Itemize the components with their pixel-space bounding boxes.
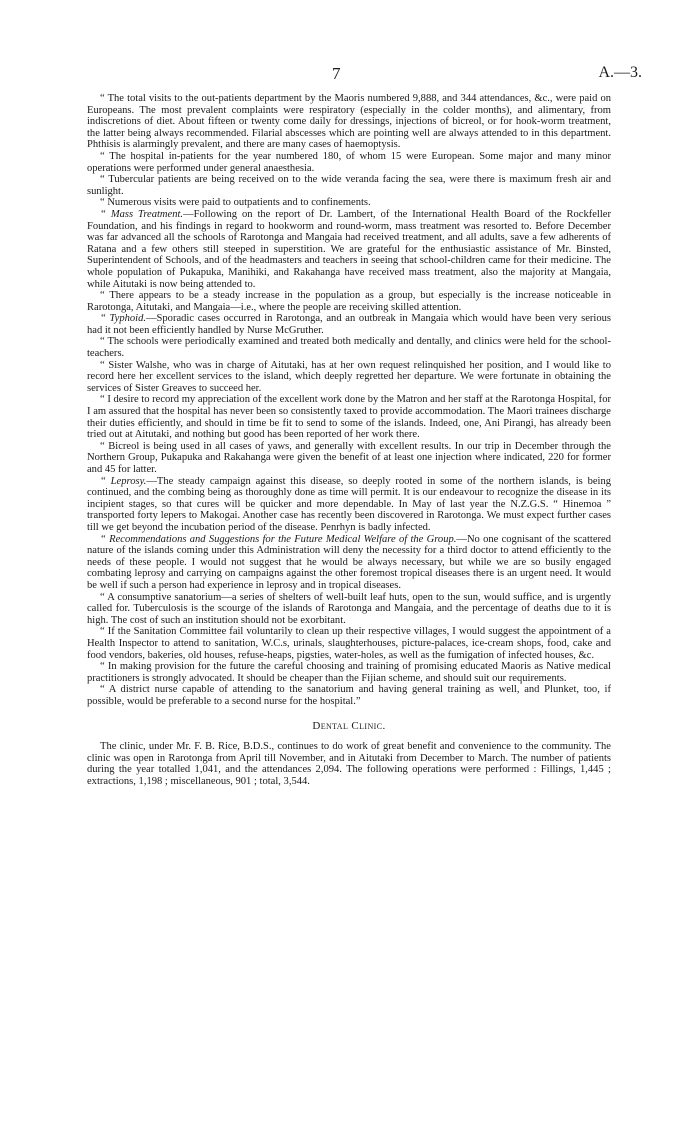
paragraph: “ Sister Walshe, who was in charge of Aitutaki, has at her own request relinquished her position, and I would like to record here her excellent services to the island, which deeply regretted her departure. We were fortunate in obtaining the services of Sister Greaves to succeed her. <box>87 359 611 394</box>
document-reference: A.—3. <box>598 64 642 81</box>
page-header <box>0 64 700 86</box>
paragraph: “ If the Sanitation Committee fail voluntarily to clean up their respective villages, I would suggest the appointment of a Health Inspector to attend to sanitation, W.C.s, urinals, slaughterhouses, picture-palaces, ice-cream shops, food, cake and food vendors, bakeries, old houses, refuse-heaps, pigsties, water-holes, as well as the fumigation of infected houses, &c. <box>87 626 611 661</box>
paragraph-mass-treatment: “ Mass Treatment.—Following on the report of Dr. Lambert, of the International Health Board of the Rockfeller Foundation, and his findings in regard to hookworm and round-worm, mass treatment was resorted to. Before December was far advanced all the schools of Rarotonga and Mangaia had received treatment, and all adults, save a few adherents of Ratana and a few others still steeped in superstition. We are grateful for the enthusiastic assistance of Mr. Binsted, Superintendent of Schools, and of the headmasters and teachers in seeing that school-children came for their medicine. The whole population of Pukapuka, Manihiki, and Rakahanga have received mass treatment, also the majority at Mangaia, while Aitutaki is now being attended to. <box>87 208 611 290</box>
page-number: 7 <box>332 64 341 83</box>
paragraph: “ Tubercular patients are being received on to the wide veranda facing the sea, were there is maximum fresh air and sunlight. <box>87 174 611 197</box>
paragraph-lead: “ Leprosy. <box>100 475 147 487</box>
paragraph-lead: “ Typhoid. <box>100 313 146 325</box>
paragraph: “ In making provision for the future the careful choosing and training of promising educated Maoris as Native medical practitioners is strongly advocated. It should be cheaper than the Fijian scheme, and should suit our requirements. <box>87 661 611 684</box>
paragraph-leprosy: “ Leprosy.—The steady campaign against this disease, so deeply rooted in some of the northern islands, is being continued, and the combing being as thoroughly done as time will permit. It is our endeavour to recognize the disease in its incipient stages, so that cures will be quicker and more dependable. In May of last year the N.Z.G.S. “ Hinemoa ” transported forty lepers to Makogai. Another case has recently been discovered in Rarotonga. We must expect further cases till we get beyond the incubation period of the disease. Penrhyn is badly infected. <box>87 475 612 533</box>
paragraph: “ A district nurse capable of attending to the sanatorium and having general training as well, and Plunket, too, if possible, would be preferable to a second nurse for the hospital.” <box>87 684 611 707</box>
paragraph: “ Numerous visits were paid to outpatients and to confinements. <box>100 197 371 209</box>
paragraph-typhoid: “ Typhoid.—Sporadic cases occurred in Rarotonga, and an outbreak in Mangaia which would have been very serious had it not been efficiently handled by Nurse McGruther. <box>87 313 611 336</box>
paragraph: “ I desire to record my appreciation of the excellent work done by the Matron and her staff at the Rarotonga Hospital, for I am assured that the hospital has never been so consistently taxed to provide accommodation. The Maori trainees discharge their duties efficiently, and should in time be fit to send to some of the islands. Indeed, one, Ani Pirangi, has already been tried out at Aitutaki, and nothing but good has been reported of her work there. <box>87 394 611 441</box>
paragraph-lead: “ Mass Treatment. <box>100 208 184 220</box>
paragraph: “ Bicreol is being used in all cases of yaws, and generally with excellent results. In our trip in December through the Northern Group, Pukapuka and Rakahanga were given the benefit of at least one injection where indicated, 220 for former and 45 for latter. <box>87 440 611 475</box>
paragraph: “ The hospital in-patients for the year numbered 180, of whom 15 were European. Some major and many minor operations were performed under general anaesthesia. <box>87 150 611 174</box>
paragraph: “ There appears to be a steady increase in the population as a group, but especially is the increase noticeable in Rarotonga, Aitutaki, and Mangaia—i.e., where the people are receiving skilled attention. <box>87 290 611 313</box>
paragraph: “ A consumptive sanatorium—a series of shelters of well-built leaf huts, open to the sun, would suffice, and is urgently called for. Tuberculosis is the scourge of the islands of Rarotonga and Mangaia, and the percentage of deaths due to it is high. The cost of such an institution should not be exorbitant. <box>87 591 611 626</box>
body-text <box>87 93 611 787</box>
paragraph-recommendations: “ Recommendations and Suggestions for the Future Medical Welfare of the Group.—No one cognisant of the scattered nature of the islands coming under this Administration will deny the necessity for a third doctor to attend efficiently to the needs of these people. I would not suggest that he would be always necessary, but while we are so busily engaged combating leprosy and carrying on campaigns against the other foremost tropical diseases there is an urgent need. It would be well if such a person had experience in leprosy and in tropical diseases. <box>87 533 611 591</box>
paragraph: “ The total visits to the out-patients department by the Maoris numbered 9,888, and 344 attendances, &c., were paid on Europeans. The most prevalent complaints were respiratory (especially in the colder months), and alimentary, from indiscretions of diet. About fifteen or twenty come daily for dressings, injections of bicreol, or for hook-worm treatment, the latter being always recommended. Filarial abscesses which are pointing well are always attended to in this department. Phthisis is alarmingly prevalent, and there are many cases of haemoptysis. <box>87 93 611 151</box>
paragraph: “ The schools were periodically examined and treated both medically and dentally, and clinics were held for the school-teachers. <box>87 336 611 360</box>
paragraph-lead: “ Recommendations and Suggestions for the Future Medical Welfare of the Group. <box>100 533 457 545</box>
section-heading-dental-clinic: Dental Clinic. <box>312 720 386 733</box>
paragraph-dental-clinic: The clinic, under Mr. F. B. Rice, B.D.S., continues to do work of great benefit and convenience to the community. The clinic was open in Rarotonga from April till November, and in Aitutaki from December to March. The number of patients during the year totalled 1,041, and the attendances 2,094. The following operations were performed : Fillings, 1,445 ; extractions, 1,198 ; miscellaneous, 901 ; total, 3,544. <box>87 741 611 787</box>
